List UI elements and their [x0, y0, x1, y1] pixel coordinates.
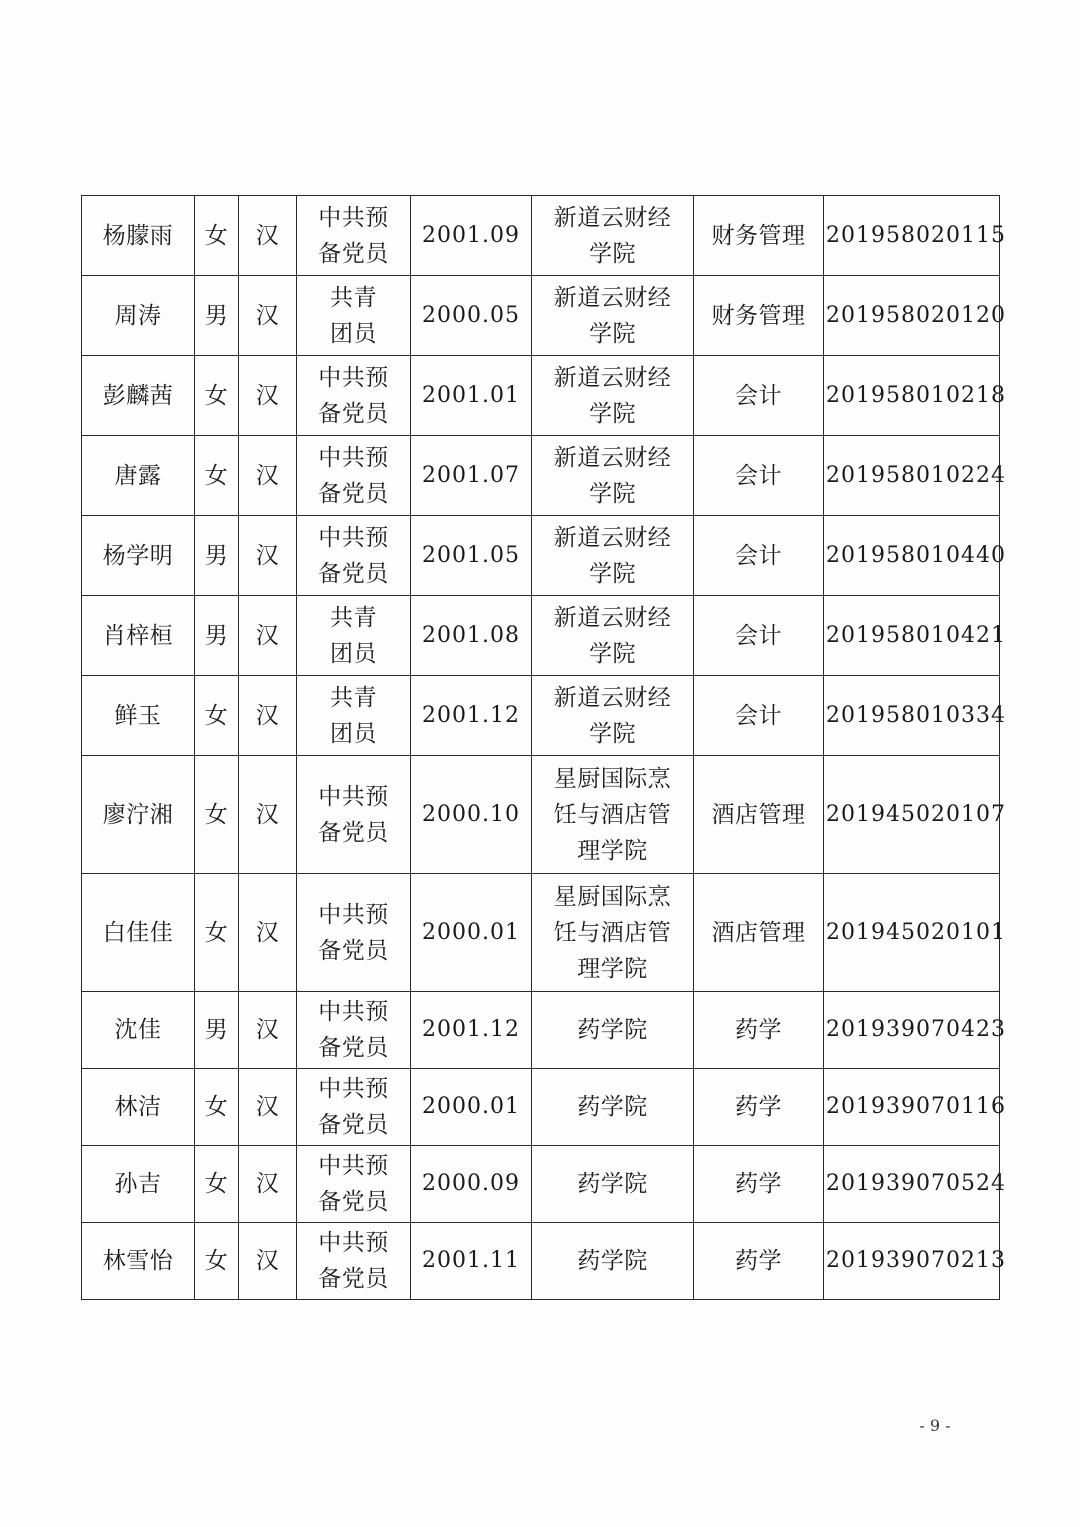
- political-status-cell: 中共预 备党员: [297, 196, 411, 276]
- ethnicity-cell: 汉: [239, 676, 297, 756]
- student-id-cell: 201939070213: [824, 1223, 1000, 1300]
- ethnicity-cell: 汉: [239, 356, 297, 436]
- ethnicity-cell: 汉: [239, 276, 297, 356]
- table-row: [82, 676, 1000, 756]
- college-cell: 新道云财经 学院: [532, 516, 694, 596]
- table-row: [82, 356, 1000, 436]
- table-row: [82, 276, 1000, 356]
- political-status-cell: 共青 团员: [297, 276, 411, 356]
- birth-date-cell: 2001.12: [411, 676, 532, 756]
- major-cell: 财务管理: [694, 276, 824, 356]
- birth-date-cell: 2001.08: [411, 596, 532, 676]
- gender-cell: 女: [195, 196, 239, 276]
- name-cell: 白佳佳: [82, 874, 195, 992]
- political-status-cell: 中共预 备党员: [297, 992, 411, 1069]
- name-cell: 杨学明: [82, 516, 195, 596]
- birth-date-cell: 2001.07: [411, 436, 532, 516]
- table-row: [82, 874, 1000, 992]
- student-id-cell: 201958010440: [824, 516, 1000, 596]
- table-row: [82, 1069, 1000, 1146]
- name-cell: 廖泞湘: [82, 756, 195, 874]
- ethnicity-cell: 汉: [239, 596, 297, 676]
- student-id-cell: 201939070423: [824, 992, 1000, 1069]
- table-row: [82, 756, 1000, 874]
- political-status-cell: 共青 团员: [297, 676, 411, 756]
- birth-date-cell: 2000.01: [411, 874, 532, 992]
- name-cell: 林雪怡: [82, 1223, 195, 1300]
- gender-cell: 女: [195, 1069, 239, 1146]
- college-cell: 新道云财经 学院: [532, 276, 694, 356]
- political-status-cell: 中共预 备党员: [297, 436, 411, 516]
- name-cell: 肖梓桓: [82, 596, 195, 676]
- ethnicity-cell: 汉: [239, 1069, 297, 1146]
- table-row: [82, 516, 1000, 596]
- student-id-cell: 201939070116: [824, 1069, 1000, 1146]
- gender-cell: 女: [195, 756, 239, 874]
- major-cell: 会计: [694, 516, 824, 596]
- major-cell: 会计: [694, 356, 824, 436]
- ethnicity-cell: 汉: [239, 992, 297, 1069]
- birth-date-cell: 2001.11: [411, 1223, 532, 1300]
- birth-date-cell: 2001.05: [411, 516, 532, 596]
- gender-cell: 男: [195, 596, 239, 676]
- major-cell: 药学: [694, 1069, 824, 1146]
- birth-date-cell: 2000.10: [411, 756, 532, 874]
- major-cell: 酒店管理: [694, 874, 824, 992]
- student-id-cell: 201945020101: [824, 874, 1000, 992]
- college-cell: 药学院: [532, 1223, 694, 1300]
- birth-date-cell: 2000.09: [411, 1146, 532, 1223]
- gender-cell: 女: [195, 356, 239, 436]
- political-status-cell: 中共预 备党员: [297, 874, 411, 992]
- table-row: [82, 992, 1000, 1069]
- college-cell: 新道云财经 学院: [532, 596, 694, 676]
- ethnicity-cell: 汉: [239, 874, 297, 992]
- gender-cell: 女: [195, 1223, 239, 1300]
- birth-date-cell: 2001.09: [411, 196, 532, 276]
- ethnicity-cell: 汉: [239, 436, 297, 516]
- name-cell: 唐露: [82, 436, 195, 516]
- name-cell: 孙吉: [82, 1146, 195, 1223]
- gender-cell: 女: [195, 874, 239, 992]
- major-cell: 会计: [694, 596, 824, 676]
- gender-cell: 男: [195, 516, 239, 596]
- student-id-cell: 201958010334: [824, 676, 1000, 756]
- college-cell: 新道云财经 学院: [532, 196, 694, 276]
- ethnicity-cell: 汉: [239, 1146, 297, 1223]
- name-cell: 林洁: [82, 1069, 195, 1146]
- major-cell: 会计: [694, 676, 824, 756]
- college-cell: 星厨国际烹 饪与酒店管 理学院: [532, 756, 694, 874]
- gender-cell: 男: [195, 276, 239, 356]
- political-status-cell: 中共预 备党员: [297, 1069, 411, 1146]
- college-cell: 药学院: [532, 1146, 694, 1223]
- major-cell: 会计: [694, 436, 824, 516]
- birth-date-cell: 2000.05: [411, 276, 532, 356]
- gender-cell: 男: [195, 992, 239, 1069]
- student-id-cell: 201958020120: [824, 276, 1000, 356]
- college-cell: 新道云财经 学院: [532, 356, 694, 436]
- student-roster-table: [81, 195, 1006, 1300]
- name-cell: 杨朦雨: [82, 196, 195, 276]
- major-cell: 药学: [694, 1223, 824, 1300]
- political-status-cell: 中共预 备党员: [297, 356, 411, 436]
- student-id-cell: 201958010218: [824, 356, 1000, 436]
- major-cell: 药学: [694, 1146, 824, 1223]
- college-cell: 新道云财经 学院: [532, 676, 694, 756]
- student-id-cell: 201958010224: [824, 436, 1000, 516]
- birth-date-cell: 2000.01: [411, 1069, 532, 1146]
- student-id-cell: 201939070524: [824, 1146, 1000, 1223]
- birth-date-cell: 2001.12: [411, 992, 532, 1069]
- table-row: [82, 1146, 1000, 1223]
- table-row: [82, 436, 1000, 516]
- major-cell: 药学: [694, 992, 824, 1069]
- political-status-cell: 中共预 备党员: [297, 1146, 411, 1223]
- ethnicity-cell: 汉: [239, 1223, 297, 1300]
- table-row: [82, 596, 1000, 676]
- gender-cell: 女: [195, 436, 239, 516]
- ethnicity-cell: 汉: [239, 516, 297, 596]
- page-number: - 9 -: [919, 1416, 951, 1435]
- ethnicity-cell: 汉: [239, 756, 297, 874]
- college-cell: 新道云财经 学院: [532, 436, 694, 516]
- college-cell: 星厨国际烹 饪与酒店管 理学院: [532, 874, 694, 992]
- major-cell: 财务管理: [694, 196, 824, 276]
- student-id-cell: 201958010421: [824, 596, 1000, 676]
- gender-cell: 女: [195, 676, 239, 756]
- political-status-cell: 中共预 备党员: [297, 756, 411, 874]
- name-cell: 沈佳: [82, 992, 195, 1069]
- major-cell: 酒店管理: [694, 756, 824, 874]
- name-cell: 彭麟茜: [82, 356, 195, 436]
- name-cell: 周涛: [82, 276, 195, 356]
- name-cell: 鲜玉: [82, 676, 195, 756]
- college-cell: 药学院: [532, 992, 694, 1069]
- student-id-cell: 201945020107: [824, 756, 1000, 874]
- college-cell: 药学院: [532, 1069, 694, 1146]
- birth-date-cell: 2001.01: [411, 356, 532, 436]
- student-id-cell: 201958020115: [824, 196, 1000, 276]
- table-row: [82, 196, 1000, 276]
- political-status-cell: 中共预 备党员: [297, 516, 411, 596]
- ethnicity-cell: 汉: [239, 196, 297, 276]
- table-row: [82, 1223, 1000, 1300]
- political-status-cell: 中共预 备党员: [297, 1223, 411, 1300]
- political-status-cell: 共青 团员: [297, 596, 411, 676]
- gender-cell: 女: [195, 1146, 239, 1223]
